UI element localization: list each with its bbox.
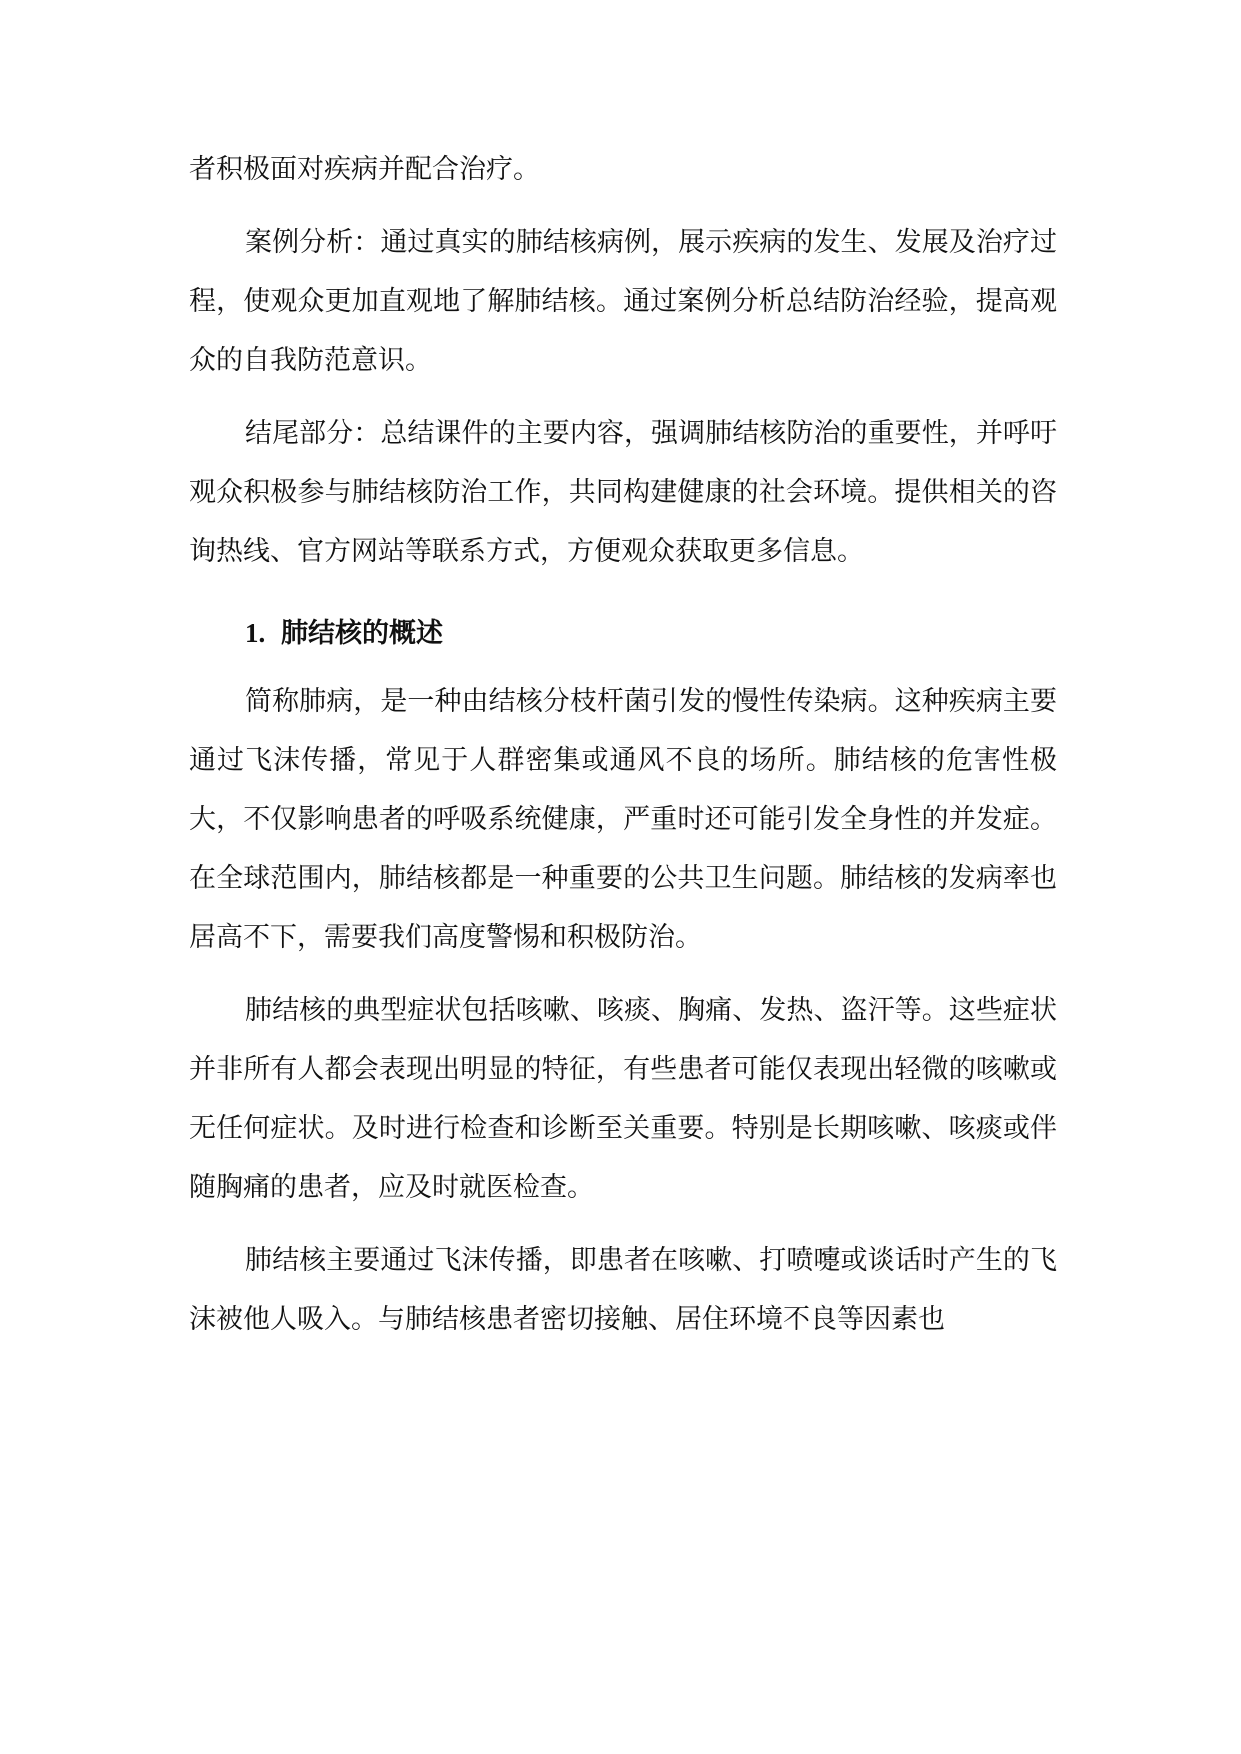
section-heading	[189, 604, 1057, 663]
section-number: 1.	[245, 618, 266, 648]
paragraph-conclusion: 结尾部分：总结课件的主要内容，强调肺结核防治的重要性，并呼吁观众积极参与肺结核防治工作，共同构建健康的社会环境。提供相关的咨询热线、官方网站等联系方式，方便观众获取更多信息。	[189, 418, 1057, 567]
paragraph-continuation: 者积极面对疾病并配合治疗。	[189, 154, 540, 185]
paragraph-overview: 简称肺病，是一种由结核分枝杆菌引发的慢性传染病。这种疾病主要通过飞沫传播，常见于人群密集或通风不良的场所。肺结核的危害性极大，不仅影响患者的呼吸系统健康，严重时还可能引发全身性的并发症。在全球范围内，肺结核都是一种重要的公共卫生问题。肺结核的发病率也居高不下，需要我们高度警惕和积极防治。	[189, 686, 1057, 953]
section-title: 肺结核的概述	[281, 618, 443, 649]
paragraph-symptoms: 肺结核的典型症状包括咳嗽、咳痰、胸痛、发热、盗汗等。这些症状并非所有人都会表现出明显的特征，有些患者可能仅表现出轻微的咳嗽或无任何症状。及时进行检查和诊断至关重要。特别是长期咳嗽、咳痰或伴随胸痛的患者，应及时就医检查。	[189, 995, 1057, 1203]
document-body	[189, 140, 1057, 1363]
paragraph-case-analysis: 案例分析：通过真实的肺结核病例，展示疾病的发生、发展及治疗过程，使观众更加直观地了解肺结核。通过案例分析总结防治经验，提高观众的自我防范意识。	[189, 227, 1057, 376]
paragraph-transmission: 肺结核主要通过飞沫传播，即患者在咳嗽、打喷嚏或谈话时产生的飞沫被他人吸入。与肺结核患者密切接触、居住环境不良等因素也	[189, 1245, 1057, 1335]
